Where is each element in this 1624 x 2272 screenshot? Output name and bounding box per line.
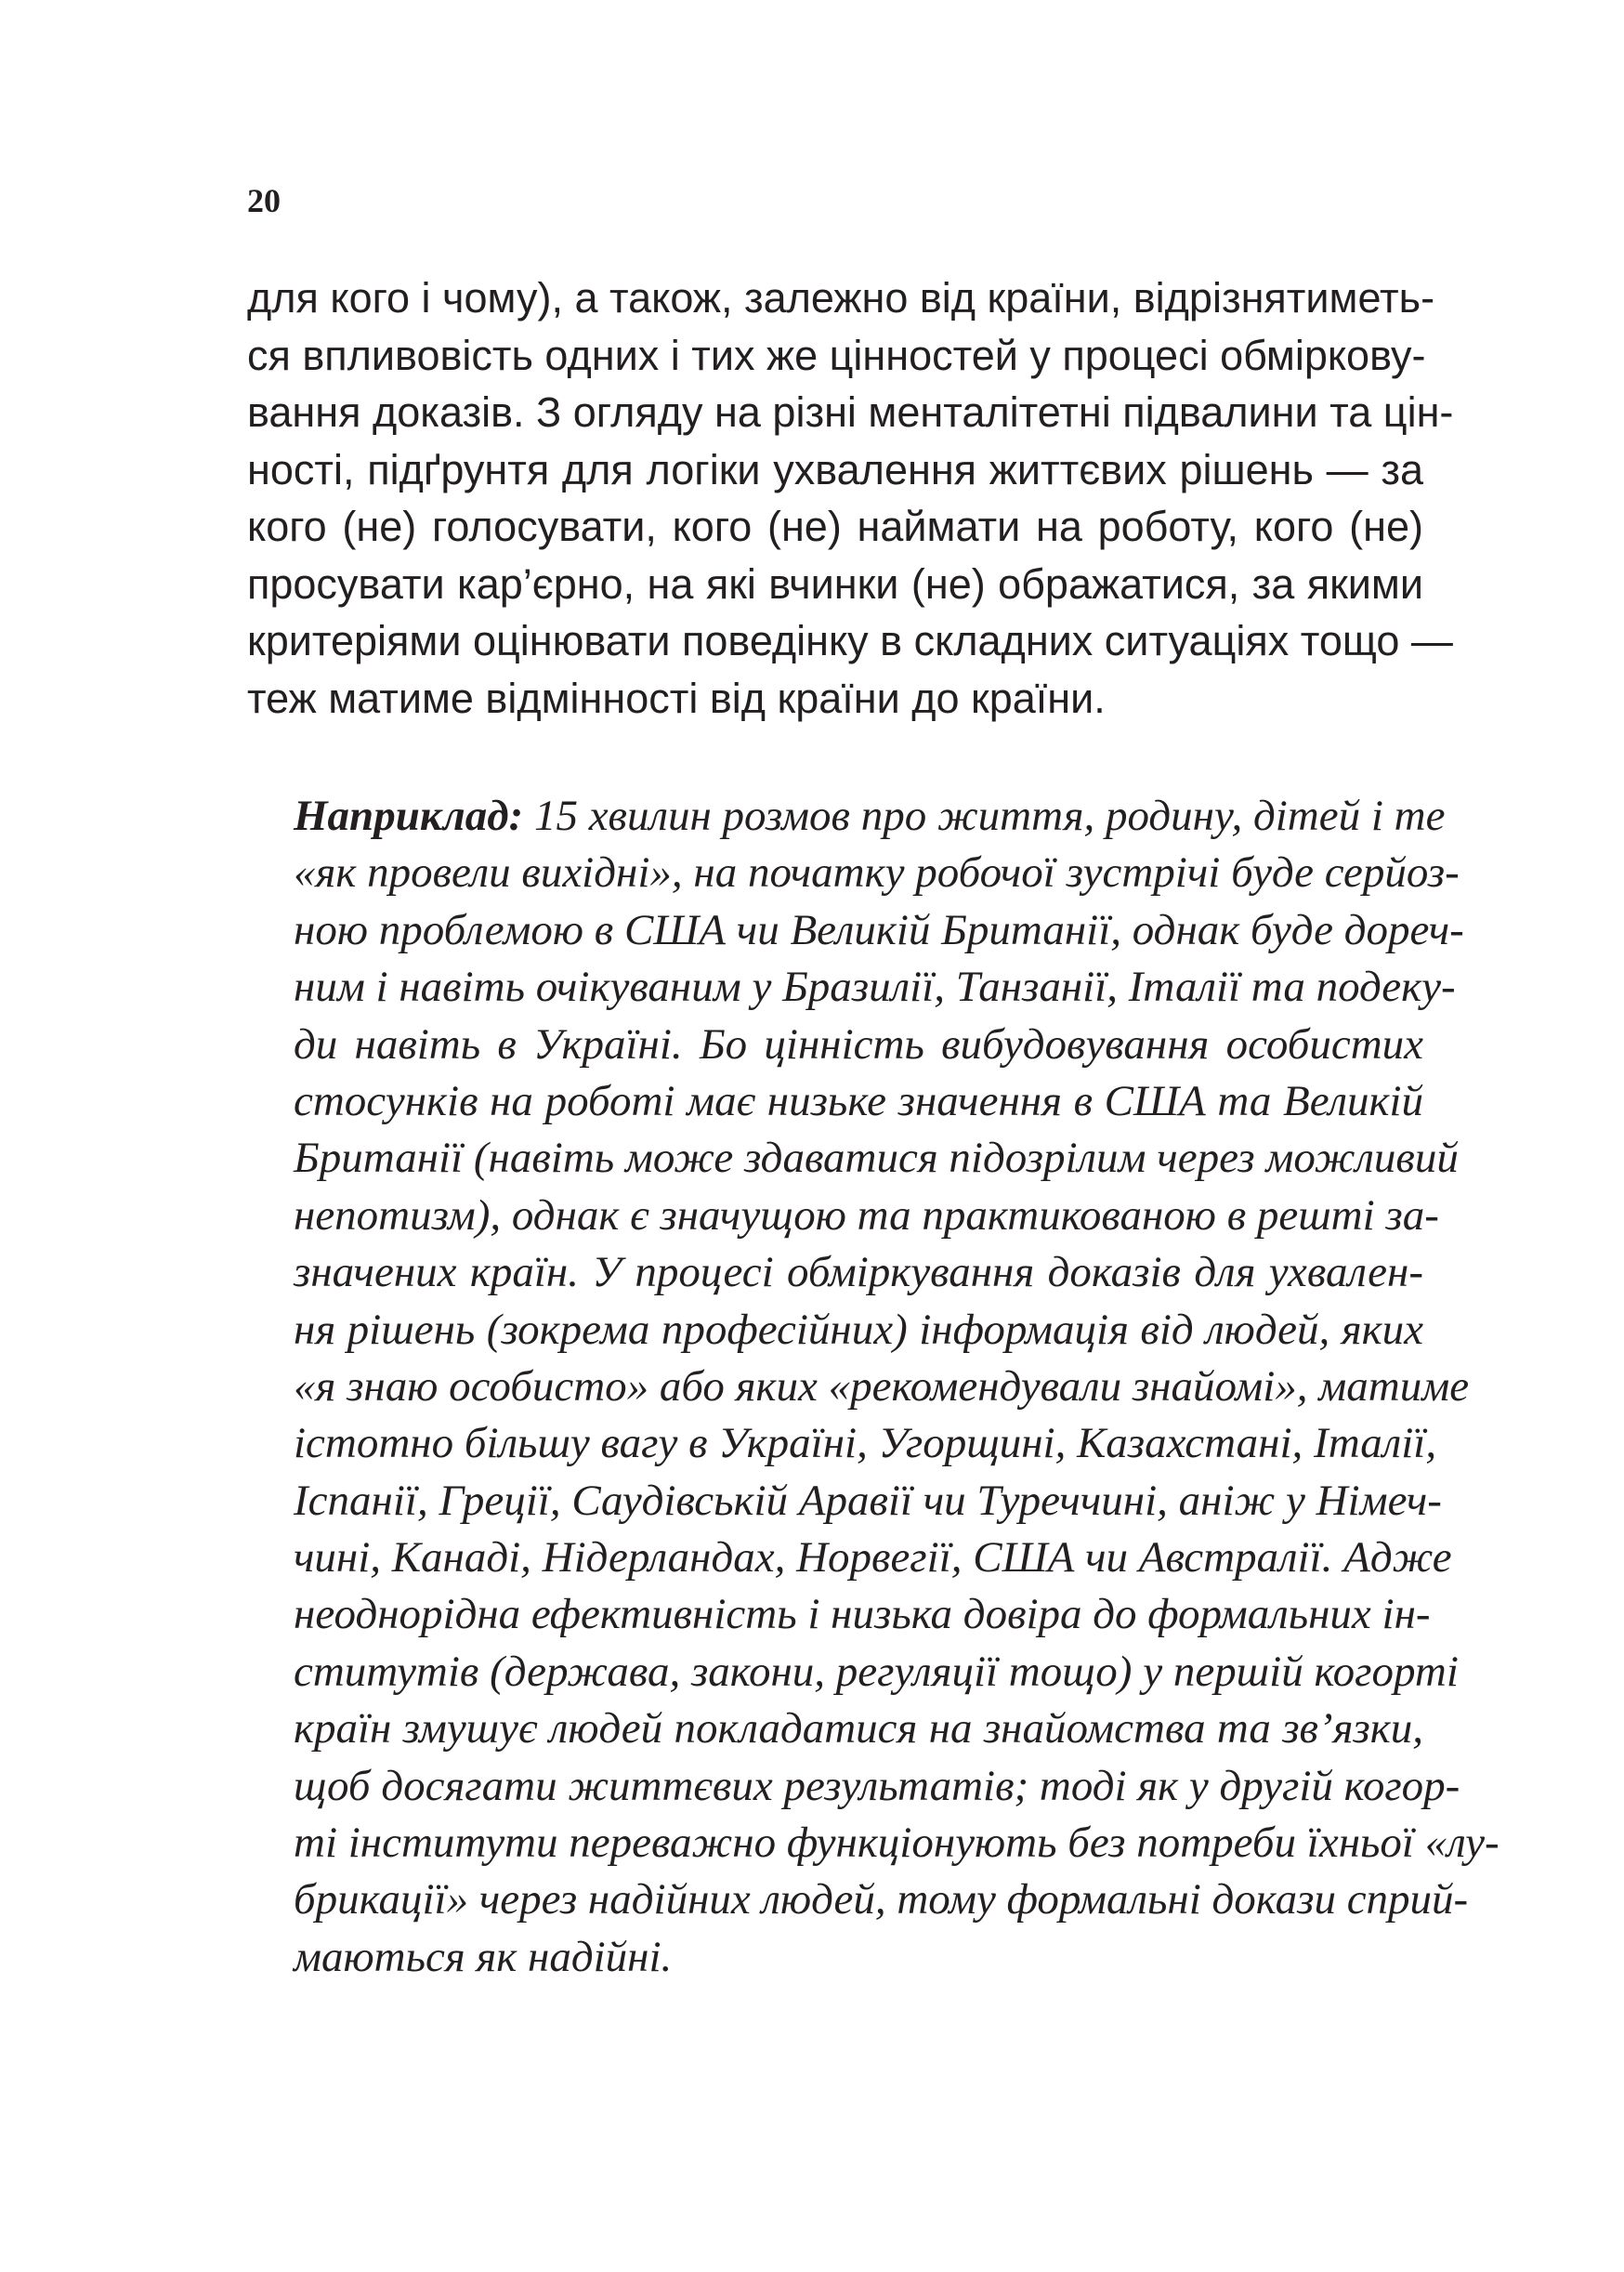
- example-line: щоб досягати життєвих результатів; тоді як у другій когор-: [294, 1761, 1460, 1810]
- body-line: вання доказів. З огляду на різні менталітетні підвалини та цін-: [247, 388, 1454, 436]
- example-line: непотизм), однак є значущою та практикованою в решті за-: [294, 1190, 1439, 1240]
- body-line: для кого і чому), а також, залежно від країни, відрізнятиметь-: [247, 274, 1435, 322]
- example-line: неоднорідна ефективність і низька довіра до формальних ін-: [294, 1590, 1431, 1639]
- body-line: ся впливовість одних і тих же цінностей у процесі обміркову-: [247, 331, 1426, 379]
- example-line: ститутів (держава, закони, регуляції тощо) у першій когорті: [294, 1647, 1459, 1696]
- example-line: [294, 788, 1446, 845]
- example-line: значених країн. У процесі обміркування доказів для ухвален-: [294, 1248, 1423, 1297]
- example-line: ті інститути переважно функціонують без потреби їхньої «лу-: [294, 1819, 1500, 1868]
- example-line: Британії (навіть може здаватися підозрілим через можливий: [294, 1134, 1459, 1183]
- example-line: «як провели вихідні», на початку робочої зустрічі буде серйоз-: [294, 848, 1460, 898]
- example-line: маються як надійні.: [294, 1932, 673, 1981]
- body-line: критеріями оцінювати поведінку в складних ситуаціях тощо —: [247, 617, 1453, 664]
- example-line: «я знаю особисто» або яких «рекомендували знайомі», матиме: [294, 1361, 1470, 1411]
- body-line: ності, підґрунтя для логіки ухвалення життєвих рішень — за: [247, 445, 1423, 493]
- body-paragraph: [247, 269, 1454, 727]
- example-line: ним і навіть очікуваним у Бразилії, Танзанії, Італії та подеку-: [294, 963, 1456, 1012]
- example-label: Наприклад:: [294, 792, 524, 840]
- example-line: ня рішень (зокрема професійних) інформація від людей, яких: [294, 1305, 1423, 1354]
- example-first-line-text: 15 хвилин розмов про життя, родину, дітей і те: [523, 792, 1446, 840]
- body-line: просувати кар’єрно, на які вчинки (не) ображатися, за якими: [247, 559, 1423, 608]
- example-line: істотно більшу вагу в Україні, Угорщині, Казахстані, Італії,: [294, 1419, 1437, 1468]
- example-line: брикації» через надійних людей, тому формальні докази сприй-: [294, 1875, 1469, 1924]
- example-line: Іспанії, Греції, Саудівській Аравії чи Туреччині, аніж у Німеч-: [294, 1476, 1442, 1525]
- example-line: ди навіть в Україні. Бо цінність вибудовування особистих: [294, 1019, 1423, 1069]
- example-line: ною проблемою в США чи Великій Британії, однак буде дореч-: [294, 905, 1464, 954]
- example-block: [294, 788, 1500, 1986]
- body-line: теж матиме відмінності від країни до країни.: [247, 674, 1106, 722]
- example-line: країн змушує людей покладатися на знайомства та зв’язки,: [294, 1704, 1423, 1753]
- body-line: кого (не) голосувати, кого (не) наймати на роботу, кого (не): [247, 503, 1423, 550]
- page-number: 20: [247, 182, 281, 219]
- example-line: чині, Канаді, Нідерландах, Норвегії, США чи Австралії. Адже: [294, 1533, 1452, 1583]
- example-line: стосунків на роботі має низьке значення в США та Великій: [294, 1076, 1423, 1125]
